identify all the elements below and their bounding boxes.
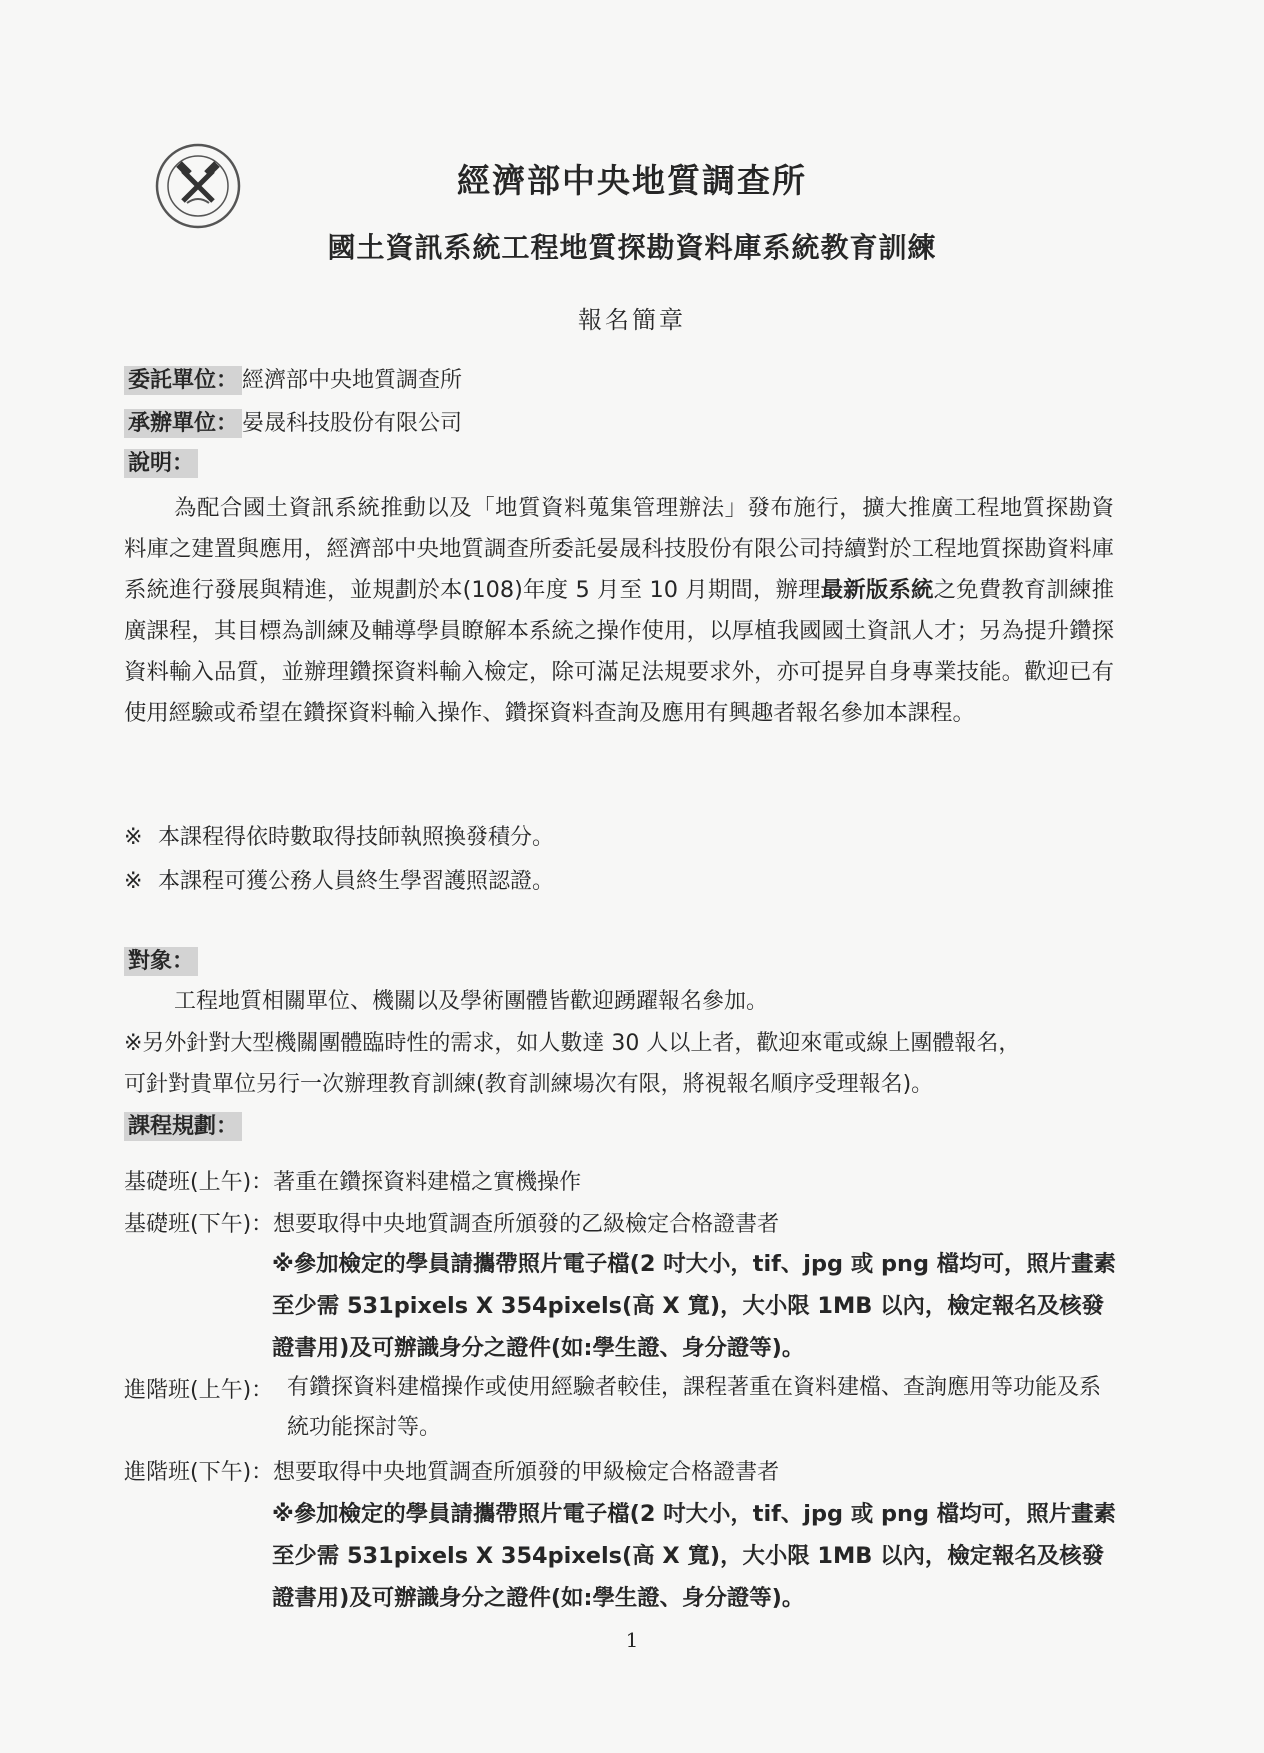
- note-text: 本課程可獲公務人員終生學習護照認證。: [158, 869, 555, 894]
- commission-label: 委託單位：: [124, 366, 242, 395]
- target-line-2: ※另外針對大型機關團體臨時性的需求，如人數達 30 人以上者，歡迎來電或線上團體報名，: [124, 1031, 1021, 1056]
- description-heading: [124, 449, 198, 479]
- courses-heading: [124, 1112, 242, 1142]
- course-text: 著重在鑽探資料建檔之實機操作: [273, 1170, 582, 1195]
- description-label: 說明：: [124, 449, 198, 478]
- target-heading: [124, 947, 198, 977]
- course-advanced-am-text: 有鑽探資料建檔操作或使用經驗者較佳，課程著重在資料建檔、查詢應用等功能及系統功能探討等。: [287, 1375, 1102, 1440]
- note-mark: ※: [124, 869, 143, 894]
- contractor-label: 承辦單位：: [124, 409, 242, 438]
- note-item: [124, 864, 554, 895]
- description-text-1: 為配合國土資訊系統推動以及「地質資料蒐集管理辦法」發布施行，擴大推廣工程地質探勘資料庫之建置與應用，經濟部中央地質調查所委託晏晟科技股份有限公司持續對於工程地質探勘資料庫系統進行發展與精進，並規劃於本(108)年度 5 月至 10 月期間，辦理: [124, 495, 1114, 603]
- photo-requirement-note-2: [272, 1493, 1117, 1619]
- photo-note-text: ※參加檢定的學員請攜帶照片電子檔(2 吋大小，tif、jpg 或 png 檔均可，照片畫素至少需 531pixels X 354pixels(高 X 寬)，大小限 1MB 以內，檢定報名及核發證書用)及可辦識身分之證件(如:學生證、身分證等)。: [272, 1251, 1116, 1361]
- photo-note-text: ※參加檢定的學員請攜帶照片電子檔(2 吋大小，tif、jpg 或 png 檔均可，照片畫素至少需 531pixels X 354pixels(高 X 寬)，大小限 1MB 以內，檢定報名及核發證書用)及可辦識身分之證件(如:學生證、身分證等)。: [272, 1501, 1116, 1611]
- page-subtitle: 國土資訊系統工程地質探勘資料庫系統教育訓練: [327, 231, 937, 264]
- target-line-1: 工程地質相關單位、機關以及學術團體皆歡迎踴躍報名參加。: [174, 989, 769, 1014]
- contractor-row: [124, 409, 462, 439]
- course-advanced-pm: [124, 1455, 779, 1486]
- document-type: 報名簡章: [578, 306, 686, 334]
- course-label: 進階班(上午)：: [124, 1378, 274, 1403]
- course-text: 想要取得中央地質調查所頒發的乙級檢定合格證書者: [273, 1212, 780, 1237]
- page-title: 經濟部中央地質調查所: [457, 161, 807, 200]
- course-label: 進階班(下午)：: [124, 1460, 274, 1485]
- courses-label: 課程規劃：: [124, 1112, 242, 1141]
- course-label: 基礎班(下午)：: [124, 1212, 274, 1237]
- course-label: 基礎班(上午)：: [124, 1170, 274, 1195]
- target-label: 對象：: [124, 947, 198, 976]
- course-basic-am: [124, 1165, 581, 1196]
- commission-row: [124, 366, 462, 396]
- photo-requirement-note: [272, 1243, 1117, 1369]
- contractor-value: 晏晟科技股份有限公司: [242, 411, 463, 436]
- note-mark: ※: [124, 825, 143, 850]
- commission-value: 經濟部中央地質調查所: [242, 368, 463, 393]
- page-number: 1: [625, 1628, 639, 1652]
- note-text: 本課程得依時數取得技師執照換發積分。: [158, 825, 555, 850]
- course-basic-pm: [124, 1207, 779, 1238]
- course-text: 想要取得中央地質調查所頒發的甲級檢定合格證書者: [273, 1460, 780, 1485]
- note-item: [124, 820, 554, 851]
- course-advanced-am: [124, 1373, 273, 1404]
- description-paragraph: [124, 488, 1114, 734]
- description-text-2: 之免費教育訓練推廣課程，其目標為訓練及輔導學員瞭解本系統之操作使用，以厚植我國國土資訊人才；另為提升鑽探資料輸入品質，並辦理鑽探資料輸入檢定，除可滿足法規要求外，亦可提昇自身專業技能。歡迎已有使用經驗或希望在鑽探資料輸入操作、鑽探資料查詢及應用有興趣者報名參加本課程。: [124, 577, 1115, 726]
- description-bold: 最新版系統: [820, 577, 934, 603]
- target-line-3: 可針對貴單位另行一次辦理教育訓練(教育訓練場次有限，將視報名順序受理報名)。: [124, 1072, 934, 1097]
